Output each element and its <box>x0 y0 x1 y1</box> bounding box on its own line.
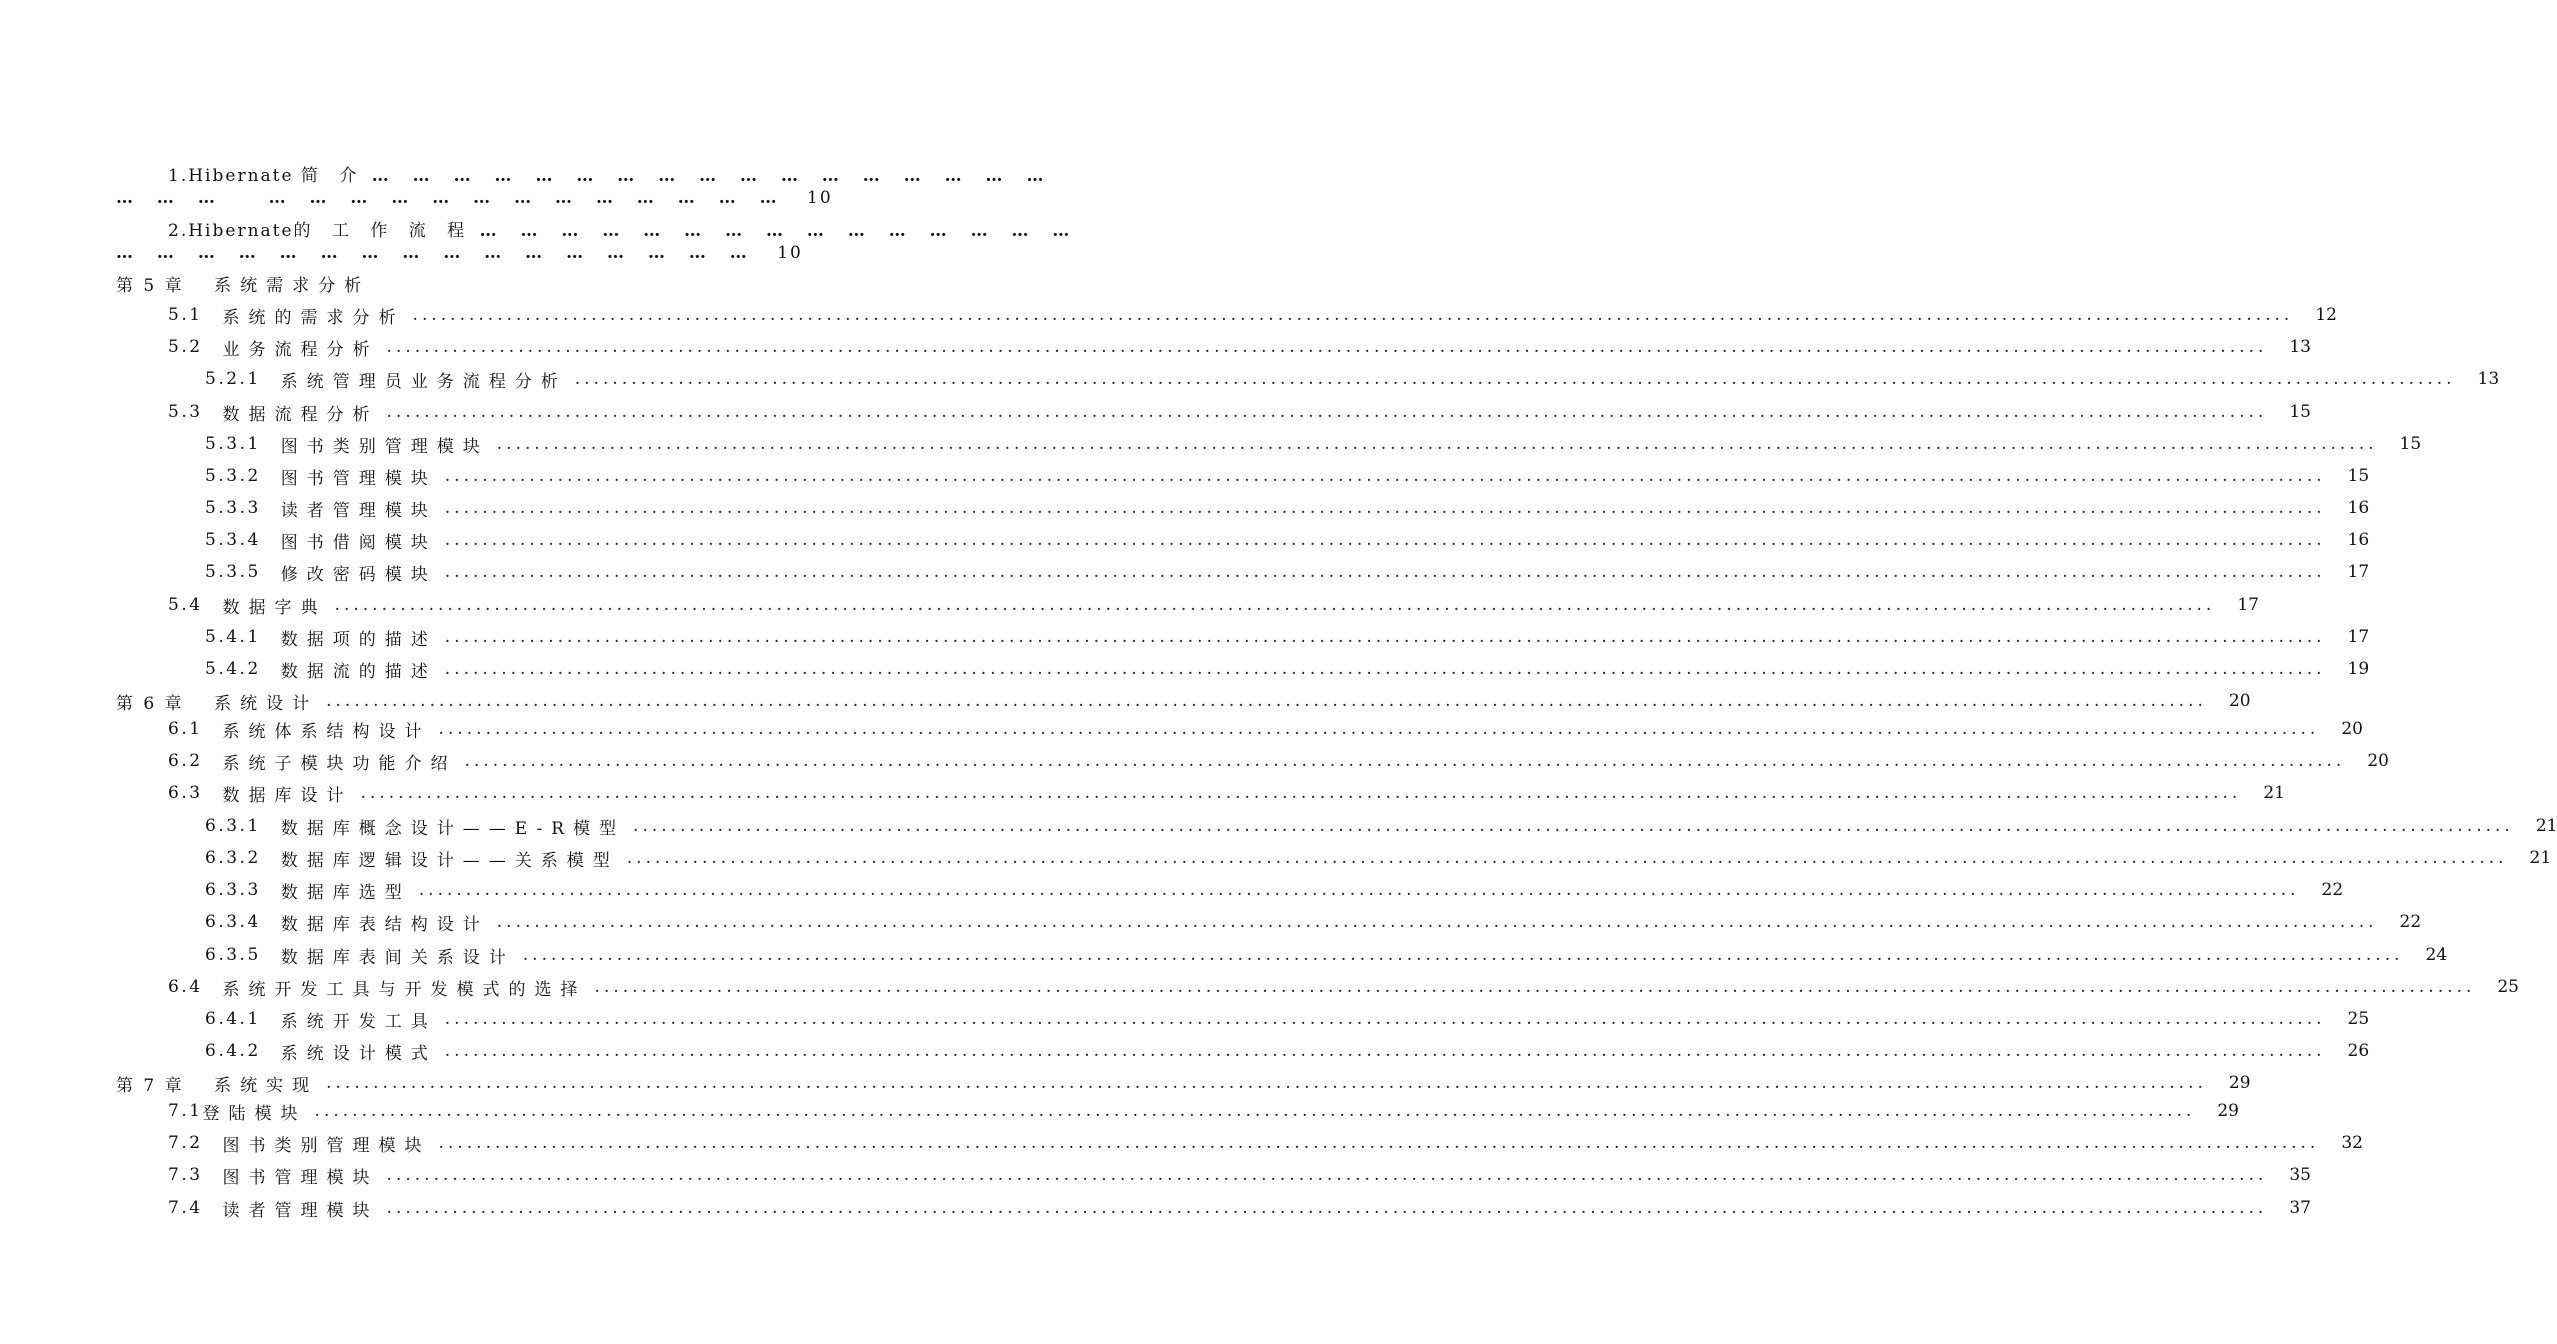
page-number: 29 <box>2228 1073 2251 1093</box>
entry-number: 5.3.5 <box>205 562 261 582</box>
entry-number: 5.3.2 <box>205 466 261 486</box>
page-number: 20 <box>2367 751 2389 771</box>
entry-title: 系统设计 <box>214 693 319 714</box>
entry-title: 简 介 <box>300 166 365 186</box>
page-number: 26 <box>2347 1041 2370 1061</box>
dot-leader: ........................................................................................................................................................................................................ <box>386 337 2268 357</box>
entry-number: 6.3 <box>168 783 203 803</box>
entry-number: 5.4.1 <box>205 627 261 647</box>
toc-chapter-entry <box>116 1071 2251 1096</box>
toc-entry <box>168 1099 2239 1124</box>
dot-leader: ........................................................................................................................................................................................................ <box>326 1073 2207 1093</box>
page-number: 17 <box>2237 595 2259 615</box>
toc-entry <box>205 496 2370 521</box>
entry-number: 5.1 <box>168 305 203 325</box>
dot-leader: ........................................................................................................................................................................................................ <box>444 530 2326 550</box>
entry-title: 业务流程分析 <box>222 339 379 360</box>
ellipsis-leader: … … … … … … … … … … … … … … … … … <box>371 166 1053 186</box>
dot-leader: ........................................................................................................................................................................................................ <box>386 1165 2268 1185</box>
dot-leader: ........................................................................................................................................................................................................ <box>444 498 2326 518</box>
toc-entry <box>168 335 2311 360</box>
page-number: 37 <box>2289 1198 2311 1218</box>
page-number: 20 <box>2341 719 2363 739</box>
ellipsis-leader: … … … … … … … … … … … … … … … … <box>116 243 756 263</box>
entry-title: 数据库逻辑设计——关系模型 <box>280 850 619 871</box>
page-number: 22 <box>2321 880 2344 900</box>
dot-leader: ........................................................................................................................................................................................................ <box>444 659 2326 679</box>
toc-entry <box>205 367 2500 392</box>
toc-chapter-entry <box>116 271 818 295</box>
page-number: 10 <box>777 243 803 263</box>
toc-entry <box>205 464 2370 489</box>
entry-title: 系统开发工具与开发模式的选择 <box>222 979 587 1000</box>
dot-leader: ........................................................................................................................................................................................................ <box>444 562 2326 582</box>
entry-number: 5.3 <box>168 402 203 422</box>
page-number: 17 <box>2347 562 2370 582</box>
toc-entry <box>205 814 2557 839</box>
page-number: 20 <box>2228 691 2251 711</box>
page-number: 15 <box>2347 466 2370 486</box>
dot-leader: ........................................................................................................................................................................................................ <box>360 783 2242 803</box>
dot-leader: ........................................................................................................................................................................................................ <box>464 751 2346 771</box>
dot-leader: ........................................................................................................................................................................................................ <box>386 1198 2268 1218</box>
entry-number: 7.4 <box>168 1198 203 1218</box>
entry-title: 登陆模块 <box>202 1103 307 1124</box>
dot-leader: ........................................................................................................................................................................................................ <box>438 719 2320 739</box>
entry-title: 图书管理模块 <box>280 468 437 489</box>
entry-number: 6.3.2 <box>205 848 261 868</box>
toc-entry <box>205 528 2370 553</box>
entry-number: 第 5 章 <box>116 275 185 296</box>
toc-entry <box>168 400 2311 425</box>
page-number: 21 <box>2529 848 2552 868</box>
dot-leader: ........................................................................................................................................................................................................ <box>314 1101 2196 1121</box>
page-number: 19 <box>2347 659 2370 679</box>
toc-entry <box>205 432 2422 457</box>
page-number: 24 <box>2425 945 2448 965</box>
entry-title: 系统子模块功能介绍 <box>222 753 457 774</box>
dot-leader: ........................................................................................................................................................................................................ <box>334 595 2216 615</box>
entry-number: 5.3.4 <box>205 530 261 550</box>
dot-leader: ........................................................................................................................................................................................................ <box>496 434 2378 454</box>
dot-leader: ........................................................................................................................................................................................................ <box>326 691 2207 711</box>
toc-entry <box>168 1196 2311 1221</box>
entry-number: 6.2 <box>168 751 203 771</box>
dot-leader: ........................................................................................................................................................................................................ <box>626 848 2508 868</box>
toc-entry <box>205 910 2422 935</box>
entry-title: 图书借阅模块 <box>280 532 437 553</box>
page-number: 13 <box>2289 337 2311 357</box>
entry-number: 5.4 <box>168 595 203 615</box>
entry-title: 数据库设计 <box>222 785 353 806</box>
entry-title: 数据库表结构设计 <box>280 914 489 935</box>
entry-title: 修改密码模块 <box>280 564 437 585</box>
entry-number: 6.3.4 <box>205 912 261 932</box>
toc-entry <box>168 1163 2311 1188</box>
page-number: 12 <box>2315 305 2337 325</box>
page-number: 16 <box>2347 530 2370 550</box>
page-number: 21 <box>2263 783 2285 803</box>
toc-entry <box>168 749 2389 774</box>
toc-entry <box>205 625 2370 650</box>
page-number: 25 <box>2497 977 2519 997</box>
entry-number: 2. <box>168 221 189 241</box>
ellipsis-leader: … … … … … … … … … … … … … … … <box>479 221 1079 241</box>
toc-entry <box>205 878 2344 903</box>
entry-number: 5.3.1 <box>205 434 261 454</box>
page-number: 22 <box>2399 912 2422 932</box>
dot-leader: ........................................................................................................................................................................................................ <box>574 369 2456 389</box>
dot-leader: ........................................................................................................................................................................................................ <box>386 402 2268 422</box>
entry-title: 的 工 作 流 程 <box>293 221 473 241</box>
entry-number: 5.4.2 <box>205 659 261 679</box>
page-number: 17 <box>2347 627 2370 647</box>
entry-title: 图书类别管理模块 <box>222 1135 431 1156</box>
toc-chapter-entry <box>116 689 2251 714</box>
dot-leader: ........................................................................................................................................................................................................ <box>633 816 2514 836</box>
entry-number: 第 6 章 <box>116 693 185 714</box>
page-number: 35 <box>2289 1165 2311 1185</box>
toc-entry <box>205 846 2552 871</box>
page-number: 16 <box>2347 498 2370 518</box>
page-number: 32 <box>2341 1133 2363 1153</box>
entry-title: 系统设计模式 <box>280 1043 437 1064</box>
entry-title: 系统实现 <box>214 1075 319 1096</box>
entry-title: 读者管理模块 <box>222 1200 379 1221</box>
entry-title-latin: Hibernate <box>188 221 294 241</box>
entry-number: 6.4.1 <box>205 1009 261 1029</box>
toc-entry <box>168 781 2285 806</box>
entry-number: 6.3.1 <box>205 816 261 836</box>
dot-leader: ........................................................................................................................................................................................................ <box>444 1041 2326 1061</box>
ellipsis-leader: … … … … … … … … … … … … … … … … <box>116 188 786 208</box>
entry-number: 6.3.3 <box>205 880 261 900</box>
toc-entry <box>205 943 2448 968</box>
toc-entry <box>168 975 2519 1000</box>
toc-entry <box>205 1007 2370 1032</box>
toc-entry <box>168 1131 2363 1156</box>
entry-title: 数据项的描述 <box>280 629 437 650</box>
entry-number: 6.4.2 <box>205 1041 261 1061</box>
entry-title: 数据字典 <box>222 597 327 618</box>
entry-title: 数据库概念设计——E-R模型 <box>280 818 626 839</box>
entry-number: 7.2 <box>168 1133 203 1153</box>
page-number: 21 <box>2535 816 2557 836</box>
entry-title: 数据流程分析 <box>222 404 379 425</box>
entry-number: 7.3 <box>168 1165 203 1185</box>
page-number: 15 <box>2289 402 2311 422</box>
entry-title: 图书管理模块 <box>222 1167 379 1188</box>
toc-entry <box>205 657 2370 682</box>
entry-number: 5.2.1 <box>205 369 261 389</box>
entry-number: 6.1 <box>168 719 203 739</box>
entry-title: 读者管理模块 <box>280 500 437 521</box>
entry-title: 系统的需求分析 <box>222 307 405 328</box>
entry-title-latin: Hibernate <box>188 166 294 186</box>
entry-title: 系统需求分析 <box>214 275 371 296</box>
entry-number: 1. <box>168 166 189 186</box>
toc-entry <box>205 560 2370 585</box>
entry-title: 数据库表间关系设计 <box>280 947 515 968</box>
page-number: 29 <box>2217 1101 2239 1121</box>
page-number: 25 <box>2347 1009 2370 1029</box>
entry-number: 6.4 <box>168 977 203 997</box>
entry-number: 5.3.3 <box>205 498 261 518</box>
toc-entry <box>168 717 2363 742</box>
dot-leader: ........................................................................................................................................................................................................ <box>412 305 2294 325</box>
toc-entry <box>205 1039 2370 1064</box>
entry-number: 第 7 章 <box>116 1075 185 1096</box>
dot-leader: ........................................................................................................................................................................................................ <box>444 1009 2326 1029</box>
dot-leader: ........................................................................................................................................................................................................ <box>418 880 2300 900</box>
entry-number: 6.3.5 <box>205 945 261 965</box>
dot-leader: ........................................................................................................................................................................................................ <box>522 945 2404 965</box>
entry-title: 数据库选型 <box>280 882 411 903</box>
entry-title: 图书类别管理模块 <box>280 436 489 457</box>
dot-leader: ........................................................................................................................................................................................................ <box>444 466 2326 486</box>
entry-title: 系统体系结构设计 <box>222 721 431 742</box>
dot-leader: ........................................................................................................................................................................................................ <box>444 627 2326 647</box>
page-number: 10 <box>807 188 833 208</box>
dot-leader: ........................................................................................................................................................................................................ <box>438 1133 2320 1153</box>
toc-entry <box>168 303 2337 328</box>
toc-entry <box>168 593 2259 618</box>
dot-leader: ........................................................................................................................................................................................................ <box>594 977 2476 997</box>
dot-leader: ........................................................................................................................................................................................................ <box>496 912 2378 932</box>
entry-number: 5.2 <box>168 337 203 357</box>
entry-number: 7.1 <box>168 1101 203 1121</box>
page-number: 13 <box>2477 369 2500 389</box>
entry-title: 数据流的描述 <box>280 661 437 682</box>
entry-title: 系统开发工具 <box>280 1011 437 1032</box>
entry-title: 系统管理员业务流程分析 <box>280 371 567 392</box>
page-number: 15 <box>2399 434 2422 454</box>
